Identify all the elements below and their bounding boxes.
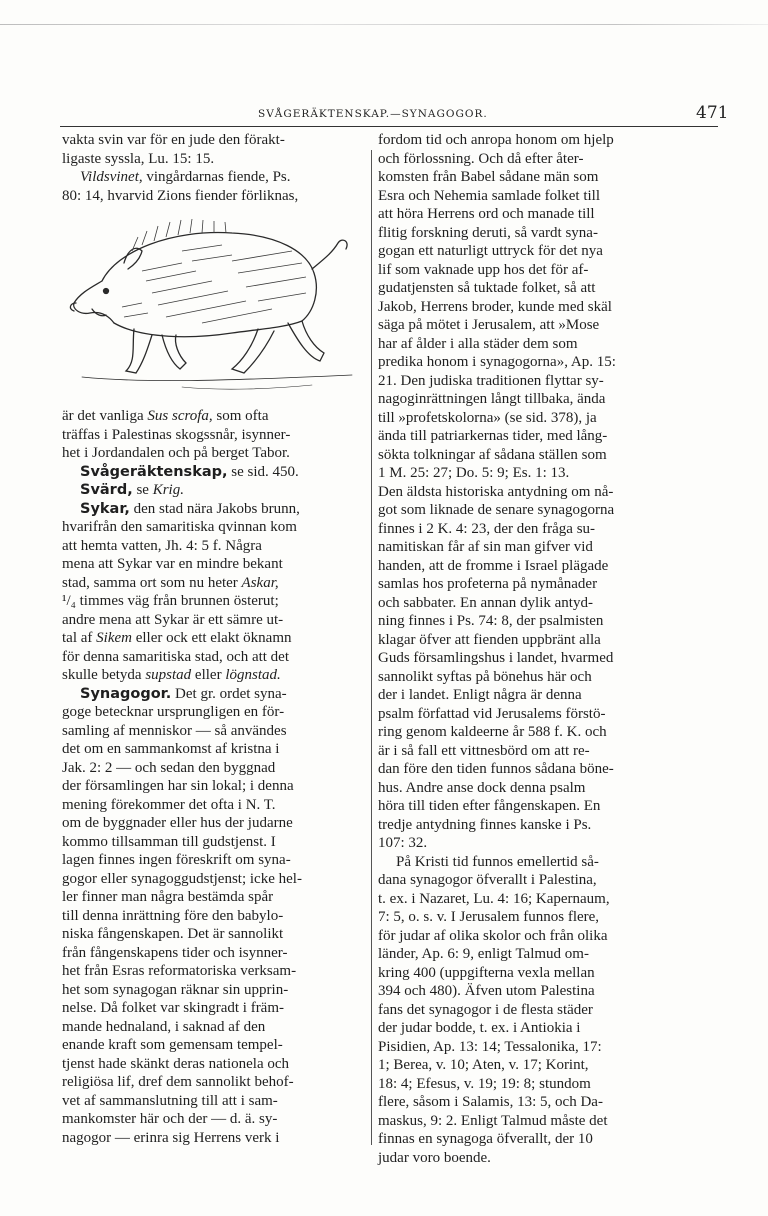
text-line: 107: 32.	[378, 835, 428, 851]
text-line: enande kraft som gemensam tempel-	[62, 1037, 283, 1053]
text-line: gudatjensten så tuktade folket, så att	[378, 280, 596, 296]
text-line: ligaste syssla, Lu. 15: 15.	[62, 150, 215, 167]
text-line: predika honom i synagogorna», Ap. 15:	[378, 354, 616, 370]
boar-engraving-icon	[62, 211, 366, 397]
text-line: andre mena att Sykar är ett sämre ut-	[62, 611, 284, 628]
text-fragment: skulle betyda	[62, 667, 146, 683]
left-body-text	[62, 703, 366, 1147]
text-line: länder, Ap. 6: 9, enligt Talmud om-	[378, 946, 589, 962]
text-line: namitiskan får af sin man gifver vid	[378, 539, 593, 555]
text-line: Jak. 2: 2 — och sedan den byggnad	[62, 759, 276, 776]
text-line: religiösa lif, dref dem sannolikt behof-	[62, 1074, 294, 1090]
text-line: het i Jordandalen och på berget Tabor.	[62, 445, 290, 461]
text-line: är i så fall ett vittnesbörd om att re-	[378, 742, 590, 759]
text-line: flitig forskning deruti, så vardt syna-	[378, 224, 598, 241]
text-line: fordom tid och anropa honom om hjelp	[378, 132, 614, 148]
text-fragment: eller	[191, 667, 226, 683]
text-line: sannolikt syftas på bönehus här och	[378, 668, 592, 685]
text-line: ända till patriarkernas tider, med lång-	[378, 428, 608, 444]
right-paragraph-2	[378, 853, 700, 1168]
text-line: samling af menniskor — så användes	[62, 722, 287, 739]
text-line: kommo tillsamman till gudstjenst. I	[62, 833, 276, 850]
text-line: höra till tiden efter fångenskapen. En	[378, 798, 601, 814]
text-line	[62, 666, 366, 685]
entry-keyword: Synagogor.	[80, 685, 172, 702]
text-line: nagoginrättningen långt tillbaka, ända	[378, 391, 606, 407]
text-line: 1 M. 25: 27; Do. 5: 9; Es. 1: 13.	[378, 465, 570, 481]
text-line: judar voro boende.	[378, 1149, 491, 1166]
text-line: komsten från Babel sådane män som	[378, 169, 599, 185]
right-body-text	[378, 131, 700, 853]
text-line: dan före den tiden funnos sådana böne-	[378, 761, 614, 777]
column-divider	[371, 150, 372, 1145]
text-line: Pisidien, Ap. 13: 14; Tessalonika, 17:	[378, 1038, 602, 1055]
text-line: och förlossning. Och då efter åter-	[378, 150, 584, 167]
text-line: hvarifrån den samaritiska qvinnan kom	[62, 519, 297, 535]
text-line: 7: 5, o. s. v. I Jerusalem funnos flere,	[378, 909, 600, 925]
running-head: SVÅGERÄKTENSKAP.—SYNAGOGOR.	[258, 108, 488, 120]
text-line: för denna samaritiska stad, och att det	[62, 648, 290, 665]
header-rule	[60, 126, 718, 127]
text-line: det om en sammankomst af kristna i	[62, 741, 280, 757]
text-line: nelse. Då folket var skingradt i främ-	[62, 1000, 285, 1016]
text-line: och sabbater. En annan dylik antyd-	[378, 594, 593, 611]
text-line: att hemta vatten, Jh. 4: 5 f. Några	[62, 537, 262, 554]
text-line: kring 400 (uppgifterna vexla mellan	[378, 964, 595, 981]
text-line	[62, 168, 366, 187]
text-line: från fångenskapens tider och isynner-	[62, 944, 288, 961]
page-top-edge	[0, 24, 768, 25]
text-line: hus. Andre anse dock denna psalm	[378, 779, 586, 796]
text-line: lagen finnes ingen föreskrift om syna-	[62, 852, 291, 868]
entry-svard	[62, 481, 366, 500]
text-fragment: eller ock ett elakt öknamn	[131, 630, 292, 646]
text-line: mening förekommer det ofta i N. T.	[62, 796, 276, 813]
text-line: der församlingen har sin lokal; i denna	[62, 778, 294, 794]
text-line: Esra och Nehemia samlade folket till	[378, 187, 601, 204]
text-line: 80: 14, hvarvid Zions fiender förliknas,	[62, 187, 299, 204]
text-line: flere, såsom i Salamis, 13: 5, och Da-	[378, 1094, 603, 1110]
text-line: Den äldsta historiska antydning om nå-	[378, 483, 614, 500]
text-line: gogan ett naturligt uttryck för det nya	[378, 243, 603, 259]
text-line: mankomster här och der — d. ä. sy-	[62, 1111, 278, 1127]
text-fragment: är det vanliga	[62, 408, 148, 424]
text-line: dana synagogor öfverallt i Palestina,	[378, 872, 597, 888]
text-line: ¹/₄ timmes väg från brunnen österut;	[62, 593, 279, 609]
cross-reference: Krig.	[152, 482, 184, 498]
text-line: att höra Herrens ord och manade till	[378, 206, 595, 222]
text-line: Jakob, Herrens broder, kunde med skäl	[378, 298, 612, 315]
text-fragment: Det gr. ordet syna-	[171, 685, 287, 702]
term: supstad	[145, 667, 192, 683]
text-fragment: den stad nära Jakobs brunn,	[129, 500, 300, 517]
text-fragment: tal af	[62, 630, 97, 646]
text-line: t. ex. i Nazaret, Lu. 4: 16; Kapernaum,	[378, 890, 610, 907]
text-line: gogor eller synagoggudstjenst; icke hel-	[62, 870, 302, 887]
text-fragment: som ofta	[212, 408, 269, 424]
text-line: 1; Berea, v. 10; Aten, v. 17; Korint,	[378, 1057, 589, 1073]
text-line	[62, 629, 366, 648]
text-line: träffas i Palestinas skogssnår, isynner-	[62, 426, 291, 443]
text-line: Guds församlingshus i landet, hvarmed	[378, 650, 614, 666]
text-line: lif som vaknade upp hos det för af-	[378, 261, 589, 278]
text-line: het som synagogan räknar sin upprin-	[62, 981, 289, 998]
text-line: maskus, 9: 2. Enligt Talmud måste det	[378, 1112, 608, 1129]
entry-keyword: Sykar,	[80, 500, 130, 517]
entry-svagerakenskap	[62, 463, 366, 482]
text-line: säga på mötet i Jerusalem, att »Mose	[378, 317, 600, 333]
text-line: der judar bodde, t. ex. i Antiokia i	[378, 1020, 581, 1036]
text-line: 21. Den judiska traditionen flyttar sy-	[378, 372, 604, 389]
text-line: ler finner man några bestämda spår	[62, 889, 274, 905]
text-line: fans det synagogor i de flesta städer	[378, 1001, 593, 1018]
text-line: mena att Sykar var en mindre bekant	[62, 556, 283, 572]
entry-keyword: Svärd,	[80, 482, 133, 498]
text-fragment: se	[132, 482, 153, 498]
text-fragment: vingårdarnas fiende, Ps.	[142, 169, 291, 185]
text-line: ning finnes i Ps. 74: 8, der psalmisten	[378, 613, 604, 629]
text-line: goge betecknar ursprungligen en för-	[62, 704, 285, 720]
text-line: der i landet. Enligt några är denna	[378, 687, 582, 703]
place-name: Askar,	[241, 574, 279, 591]
text-line: nagogor — erinra sig Herrens verk i	[62, 1129, 280, 1146]
text-line: handen, att de fromme i Israel plägade	[378, 557, 609, 574]
text-line: mande hednaland, i saknad af den	[62, 1018, 266, 1035]
text-fragment: se sid. 450.	[227, 463, 299, 480]
text-line	[62, 407, 366, 426]
text-line: om de byggnader eller hus der judarne	[62, 815, 293, 831]
text-line: ring genom kaldeerne år 588 f. K. och	[378, 724, 607, 740]
text-line: 394 och 480). Äfven utom Palestina	[378, 983, 595, 999]
text-line: finnas en synagoga öfverallt, der 10	[378, 1131, 593, 1147]
text-line: het från Esras reformatoriska verksam-	[62, 963, 297, 979]
text-line: vakta svin var för en jude den förakt-	[62, 132, 285, 148]
text-line: psalm författad vid Jerusalems förstö-	[378, 705, 606, 722]
entry-keyword: Svågeräktenskap,	[80, 463, 228, 480]
text-line: got som liknade de senare synagogorna	[378, 502, 615, 518]
text-line: På Kristi tid funnos emellertid så-	[396, 853, 599, 870]
text-line: har af ålder i alla städer dem som	[378, 335, 578, 352]
text-fragment: stad, samma ort som nu heter	[62, 574, 242, 591]
text-line: till denna inrättning före den babylo-	[62, 907, 284, 924]
wild-boar-illustration	[62, 211, 366, 397]
right-column	[378, 131, 700, 1167]
text-line: vet af sammanslutning till att i sam-	[62, 1092, 278, 1109]
left-column	[62, 131, 366, 1147]
text-line: 18: 4; Efesus, v. 19; 19: 8; stundom	[378, 1075, 591, 1092]
text-line: sökta tolkningar af sådana ställen som	[378, 446, 607, 463]
text-line: klagar öfver att fienden uppbränt alla	[378, 631, 601, 648]
text-line: tredje antydning finnes kanske i Ps.	[378, 816, 592, 833]
text-line: tjenst hade skänkt deras nationela och	[62, 1055, 290, 1072]
text-line: niska fångenskapen. Det är sannolikt	[62, 926, 284, 942]
text-line: till »profetskolorna» (se sid. 378), ja	[378, 409, 597, 426]
page-number: 471	[696, 103, 729, 123]
latin-name: Sus scrofa,	[147, 408, 213, 424]
entry-sykar	[62, 500, 366, 519]
term: lögnstad.	[225, 667, 281, 683]
entry-synagogor	[62, 685, 366, 704]
text-line: samlas hos profeterna på nymånader	[378, 576, 598, 592]
text-line	[62, 574, 366, 593]
text-line: för judar af olika skolor och från olika	[378, 927, 608, 944]
term-vildsvinet: Vildsvinet,	[80, 169, 143, 185]
place-name: Sikem	[96, 630, 132, 646]
text-line: finnes i 2 K. 4: 23, der den fråga su-	[378, 520, 596, 537]
